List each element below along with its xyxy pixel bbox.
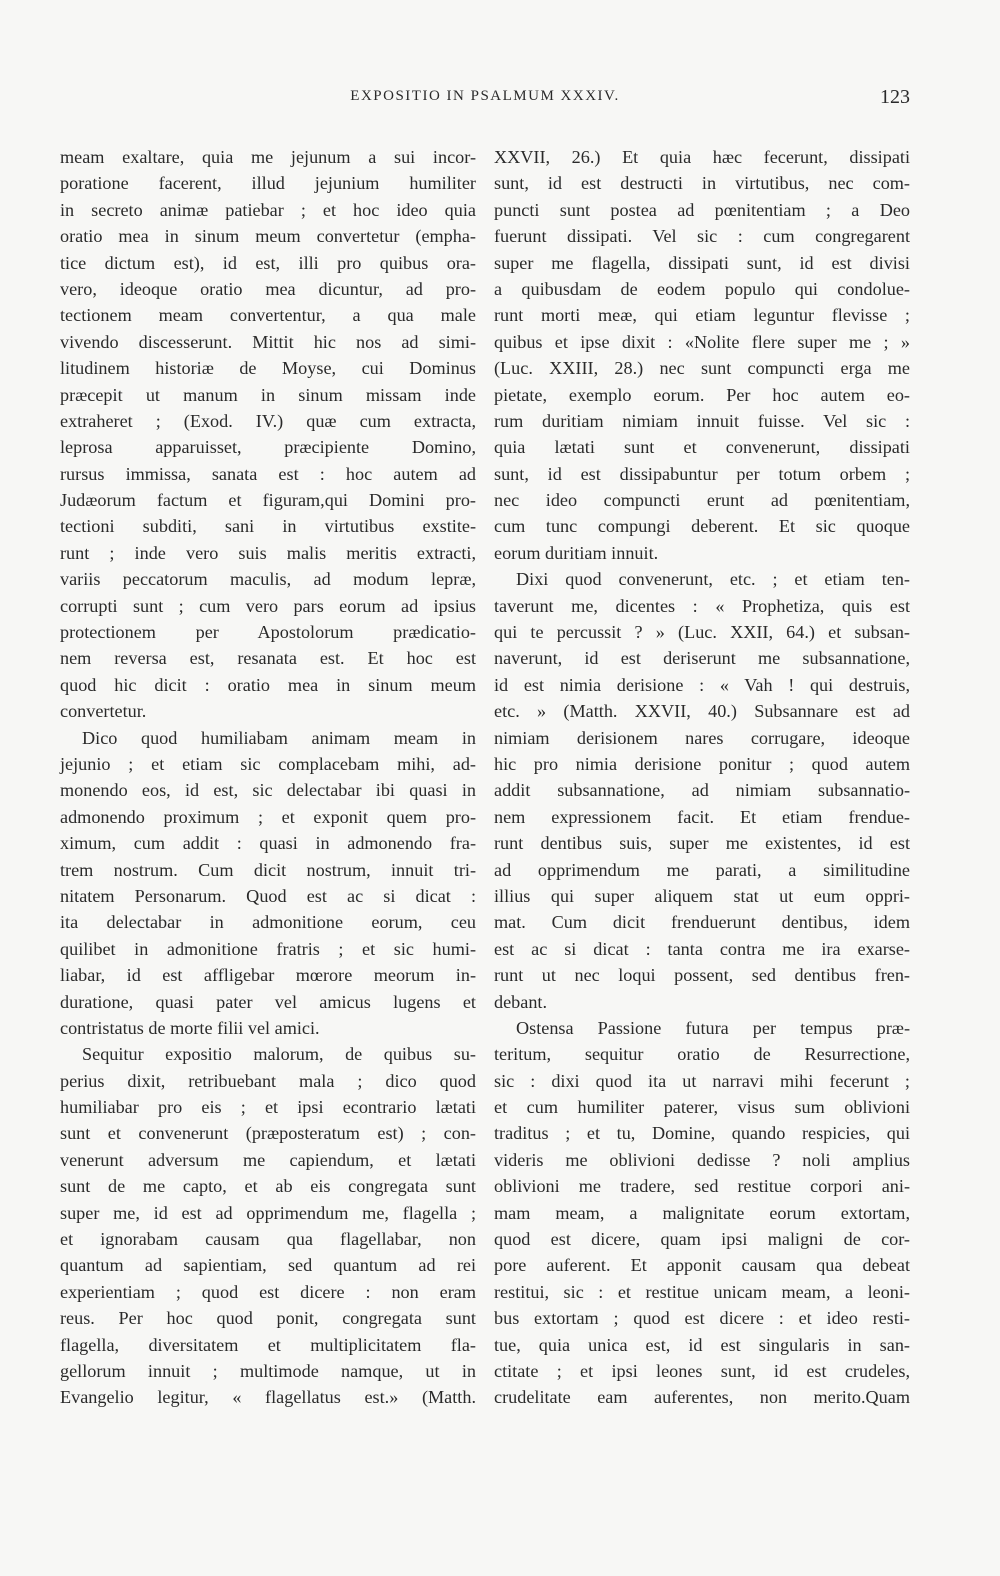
text-line: etc. » (Matth. XXVII, 40.) Subsannare est ad xyxy=(494,701,910,722)
text-line: runt morti meæ, qui etiam leguntur flevisse ; xyxy=(494,305,910,326)
text-line: gellorum innuit ; multimode namque, ut in xyxy=(60,1360,476,1381)
text-line: liabar, id est affligebar mœrore meorum in- xyxy=(60,965,476,986)
text-line: teritum, sequitur oratio de Resurrectione, xyxy=(494,1044,910,1065)
text-line: quia lætati sunt et convenerunt, dissipati xyxy=(494,437,910,458)
page-number: 123 xyxy=(880,86,910,108)
text-line: quibus et ipse dixit : «Nolite flere super me ; » xyxy=(494,331,910,352)
text-line: a quibusdam de eodem populo qui condolue- xyxy=(494,278,910,299)
text-line: experientiam ; quod est dicere : non eram xyxy=(60,1281,476,1302)
text-line: tectioni subditi, sani in virtutibus exstite- xyxy=(60,516,476,537)
text-line: nitatem Personarum. Quod est ac si dicat : xyxy=(60,885,476,906)
text-line: sunt, id est dissipabuntur per totum orbem ; xyxy=(494,463,910,484)
text-line: runt dentibus suis, super me existentes, id est xyxy=(494,833,910,854)
text-line: Evangelio legitur, « flagellatus est.» (Matth. xyxy=(60,1387,476,1408)
text-line: ximum, cum addit : quasi in admonendo fra- xyxy=(60,833,476,854)
text-line: id est nimia derisione : « Vah ! qui destruis, xyxy=(494,674,910,695)
text-line: humiliabar pro eis ; et ipsi econtrario lætati xyxy=(60,1097,476,1118)
text-line: naverunt, id est deriserunt me subsannatione, xyxy=(494,648,910,669)
left-text-column xyxy=(60,144,476,1411)
text-line: pore auferent. Et apponit causam qua debeat xyxy=(494,1255,910,1276)
text-line: mam meam, a malignitate eorum extortam, xyxy=(494,1202,910,1223)
text-line: illius qui super aliquem stat ut eum oppri- xyxy=(494,885,910,906)
text-line: leprosa apparuisset, præcipiente Domino, xyxy=(60,437,476,458)
text-line: nem reversa est, resanata est. Et hoc est xyxy=(60,648,476,669)
text-line: quantum ad sapientiam, sed quantum ad rei xyxy=(60,1255,476,1276)
text-line: nec ideo compuncti erunt ad pœnitentiam, xyxy=(494,490,910,511)
text-line: bus extortam ; quod est dicere : et ideo resti- xyxy=(494,1308,910,1329)
text-line: reus. Per hoc quod ponit, congregata sunt xyxy=(60,1308,476,1329)
text-line: sunt de me capto, et ab eis congregata sunt xyxy=(60,1176,476,1197)
text-line: vivendo discesserunt. Mittit hic nos ad simi- xyxy=(60,331,476,352)
text-line: qui te percussit ? » (Luc. XXII, 64.) et subsan- xyxy=(494,622,910,643)
text-line: tectionem meam convertentur, a qua male xyxy=(60,305,476,326)
text-line: et cum humiliter paterer, visus sum oblivioni xyxy=(494,1097,910,1118)
text-line: quod est dicere, quam ipsi maligni de cor- xyxy=(494,1229,910,1250)
text-line: hic pro nimia derisione ponitur ; quod autem xyxy=(494,753,910,774)
text-line: eorum duritiam innuit. xyxy=(494,542,659,563)
text-line: runt ut nec loqui possent, sed dentibus fren- xyxy=(494,965,910,986)
text-line: addit subsannatione, ad nimiam subsannatio- xyxy=(494,780,910,801)
text-line: præcepit ut manum in sinum missam inde xyxy=(60,384,476,405)
text-line: quilibet in admonitione fratris ; et sic humi- xyxy=(60,938,476,959)
text-line: (Luc. XXIII, 28.) nec sunt compuncti erga me xyxy=(494,358,910,379)
text-line: ita delectabar in admonitione eorum, ceu xyxy=(60,912,476,933)
text-line: rursus immissa, sanata est : hoc autem ad xyxy=(60,463,476,484)
right-text-column xyxy=(494,144,910,1411)
text-line: XXVII, 26.) Et quia hæc fecerunt, dissipati xyxy=(494,147,910,167)
running-title: EXPOSITIO IN PSALMUM XXXIV. xyxy=(350,88,620,104)
text-line: monendo eos, id est, sic delectabar ibi quasi in xyxy=(60,780,476,801)
text-line: nem expressionem facit. Et etiam frendue- xyxy=(494,806,910,827)
text-line: debant. xyxy=(494,991,548,1012)
text-line: jejunio ; et etiam sic complacebam mihi, ad- xyxy=(60,753,476,774)
text-line: puncti sunt postea ad pœnitentiam ; a Deo xyxy=(494,199,910,220)
text-line: flagella, diversitatem et multiplicitatem fla- xyxy=(60,1334,476,1355)
running-head xyxy=(60,88,910,112)
text-line: meam exaltare, quia me jejunum a sui incor- xyxy=(60,147,476,167)
text-line: ad opprimendum me parati, a similitudine xyxy=(494,859,910,880)
text-line: super me flagella, dissipati sunt, id est divisi xyxy=(494,252,910,273)
text-line: admonendo proximum ; et exponit quem pro- xyxy=(60,806,476,827)
text-line: mat. Cum dicit frenduerunt dentibus, idem xyxy=(494,912,910,933)
text-line: ctitate ; et ipsi leones sunt, id est crudeles, xyxy=(494,1360,910,1381)
text-line: crudelitate eam auferentes, non merito.Quam xyxy=(494,1387,910,1408)
text-line: in secreto animæ patiebar ; et hoc ideo quia xyxy=(60,199,476,220)
text-line: oblivioni me tradere, sed restitue corpori ani- xyxy=(494,1176,910,1197)
text-line: fuerunt dissipati. Vel sic : cum congregarent xyxy=(494,226,910,247)
text-line: et ignorabam causam qua flagellabar, non xyxy=(60,1229,476,1250)
text-line: super me, id est ad opprimendum me, flagella ; xyxy=(60,1202,476,1223)
text-line: est ac si dicat : tanta contra me ira exarse- xyxy=(494,938,910,959)
text-line: convertetur. xyxy=(60,701,147,722)
text-line: Dico quod humiliabam animam meam in xyxy=(82,727,476,748)
text-line: perius dixit, retribuebant mala ; dico quod xyxy=(60,1070,476,1091)
text-line: extraheret ; (Exod. IV.) quæ cum extracta, xyxy=(60,410,476,431)
text-line: Dixi quod convenerunt, etc. ; et etiam ten- xyxy=(516,569,910,590)
text-line: videris me oblivioni dedisse ? noli amplius xyxy=(494,1149,910,1170)
text-line: litudinem historiæ de Moyse, cui Dominus xyxy=(60,358,476,379)
text-line: oratio mea in sinum meum convertetur (empha- xyxy=(60,226,476,247)
text-line: traditus ; et tu, Domine, quando respicies, qui xyxy=(494,1123,910,1144)
text-line: Sequitur expositio malorum, de quibus su- xyxy=(82,1044,476,1065)
text-line: quod hic dicit : oratio mea in sinum meum xyxy=(60,674,476,695)
text-line: Judæorum factum et figuram,qui Domini pro- xyxy=(60,490,476,511)
text-line: contristatus de morte filii vel amici. xyxy=(60,1017,320,1038)
text-line: tue, quia unica est, id est singularis in san- xyxy=(494,1334,910,1355)
text-line: tice dictum est), id est, illi pro quibus ora- xyxy=(60,252,476,273)
text-line: variis peccatorum maculis, ad modum lepræ, xyxy=(60,569,476,590)
text-line: venerunt adversum me capiendum, et lætati xyxy=(60,1149,476,1170)
text-line: taverunt me, dicentes : « Prophetiza, quis est xyxy=(494,595,910,616)
text-line: sic : dixi quod ita ut narravi mihi fecerunt ; xyxy=(494,1070,910,1091)
text-line: nimiam derisionem nares corrugare, ideoque xyxy=(494,727,910,748)
text-line: duratione, quasi pater vel amicus lugens et xyxy=(60,991,476,1012)
text-line: runt ; inde vero suis malis meritis extracti, xyxy=(60,542,476,563)
text-line: sunt, id est destructi in virtutibus, nec com- xyxy=(494,173,910,194)
text-line: Ostensa Passione futura per tempus præ- xyxy=(516,1017,910,1038)
text-line: cum tunc compungi deberent. Et sic quoque xyxy=(494,516,910,537)
text-line: porationе facerent, illud jejunium humiliter xyxy=(60,173,476,194)
text-line: trem nostrum. Cum dicit nostrum, innuit tri- xyxy=(60,859,476,880)
text-line: pietate, exemplo eorum. Per hoc autem eo- xyxy=(494,384,910,405)
text-line: restitui, sic : et restitue unicam meam, a leoni- xyxy=(494,1281,910,1302)
text-line: protectionem per Apostolorum prædicatio- xyxy=(60,622,476,643)
text-line: sunt et convenerunt (præposteratum est) ; con- xyxy=(60,1123,476,1144)
text-line: vero, ideoque oratio mea dicuntur, ad pro- xyxy=(60,278,476,299)
text-line: rum duritiam nimiam innuit fuisse. Vel sic : xyxy=(494,410,910,431)
text-line: corrupti sunt ; cum vero pars eorum ad ipsius xyxy=(60,595,476,616)
